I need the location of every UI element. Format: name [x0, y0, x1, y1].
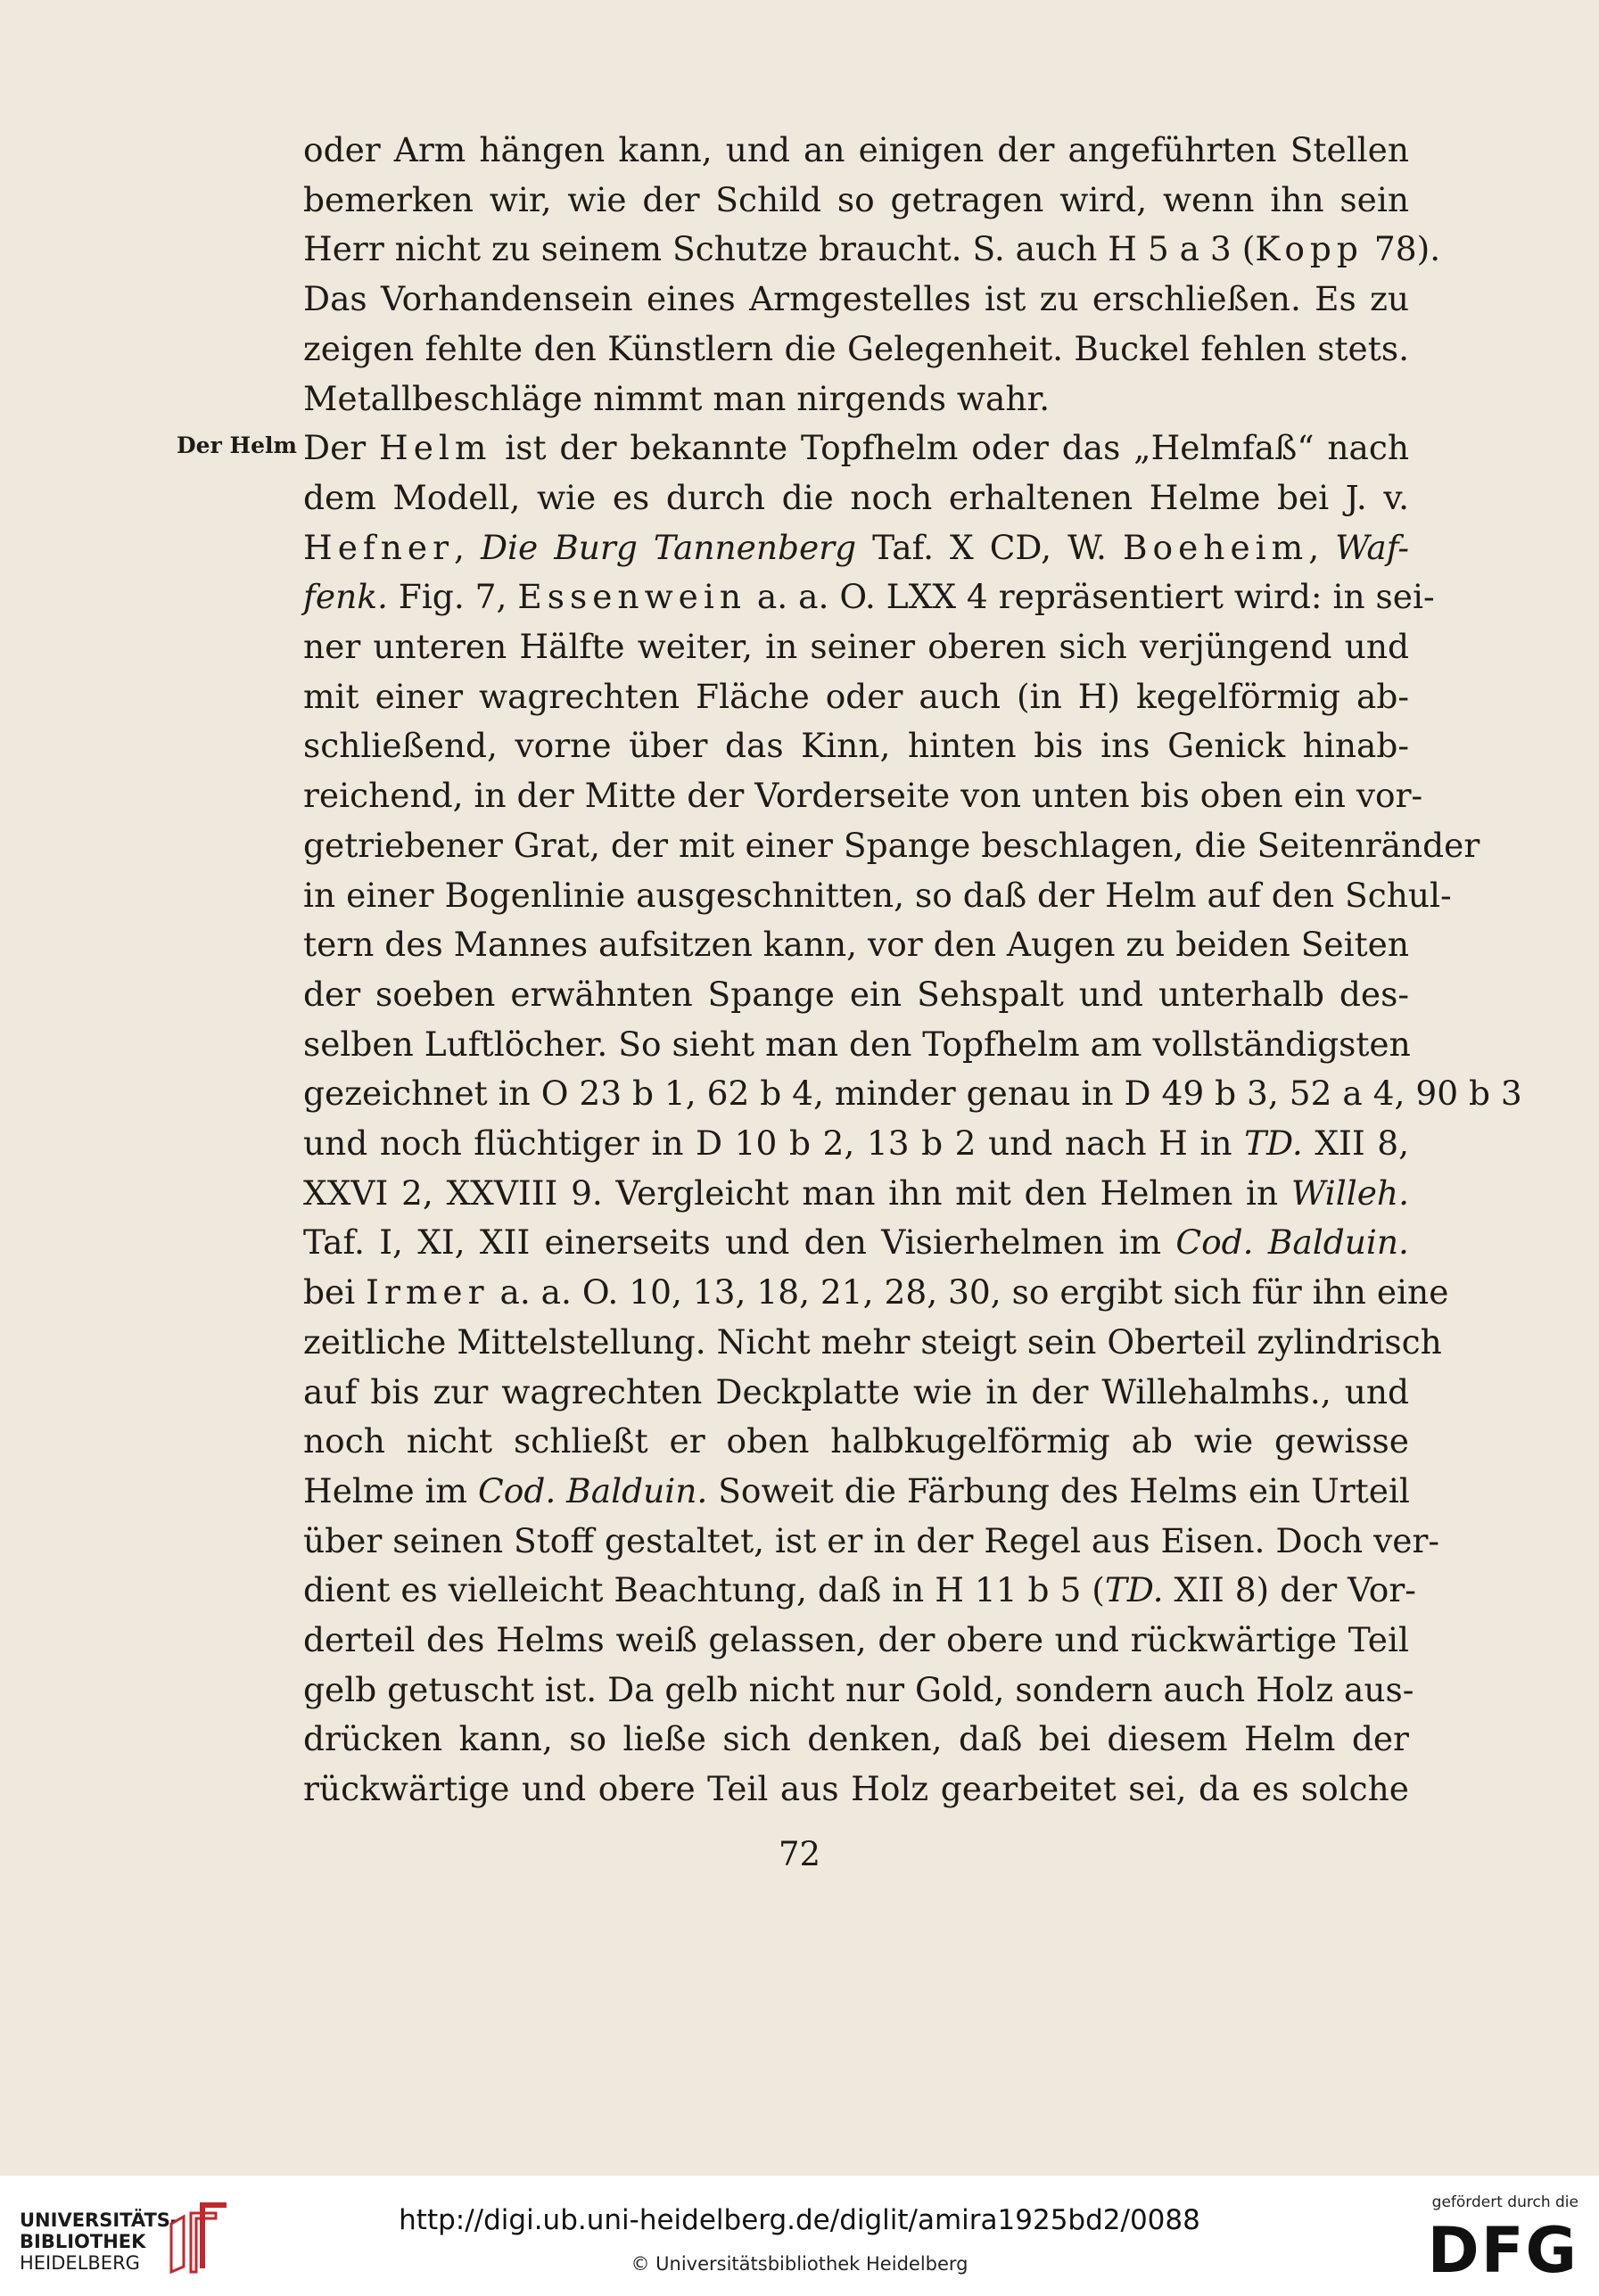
italic-text: Cod. Balduin.: [1175, 1222, 1409, 1263]
text-line: [303, 473, 1409, 523]
text-run: schließend, vorne über das Kinn, hinten bis ins Genick hinab-: [303, 726, 1409, 766]
text-run: mit einer wagrechten Fläche oder auch (in H) kegelförmig ab-: [303, 676, 1409, 716]
text-line: [303, 1565, 1416, 1615]
text-run: selben Luftlöcher. So sieht man den Topfhelm am vollständigsten: [303, 1024, 1411, 1064]
text-line: [303, 770, 1423, 820]
text-line: [303, 621, 1409, 671]
text-line: [303, 224, 1441, 274]
text-run: Metallbeschläge nimmt man nirgends wahr.: [303, 378, 1051, 418]
text-line: [303, 1367, 1409, 1417]
text-line: [303, 720, 1409, 770]
spaced-name: Essenwein: [517, 577, 747, 617]
text-line: [303, 1466, 1409, 1516]
text-line: [303, 1217, 1409, 1267]
permalink-url[interactable]: http://digi.ub.uni-heidelberg.de/diglit/amira1925bd2/0088: [399, 2204, 1200, 2236]
text-run: Fig. 7,: [387, 577, 518, 617]
library-name-line-3: HEIDELBERG: [20, 2252, 140, 2274]
text-line: [303, 870, 1452, 920]
text-run: Der: [303, 428, 379, 468]
text-run: gezeichnet in O 23 b 1, 62 b 4, minder genau in D 49 b 3, 52 a 4, 90 b 3: [303, 1074, 1522, 1114]
text-run: a. a. O. LXX 4 repräsentiert wird: in sei-: [746, 577, 1435, 617]
text-run: Taf. I, XI, XII einerseits und den Visierhelmen im: [303, 1222, 1176, 1263]
page-number: 72: [778, 1835, 821, 1873]
text-run: XII 8,: [1302, 1123, 1409, 1163]
text-line: [303, 820, 1480, 870]
text-line: [303, 969, 1409, 1019]
text-run: drücken kann, so ließe sich denken, daß bei diesem Helm der: [303, 1719, 1409, 1759]
italic-text: Cod. Balduin.: [478, 1470, 708, 1510]
text-run: Soweit die Färbung des Helms ein Urteil: [707, 1470, 1410, 1510]
italic-text: Willeh.: [1290, 1173, 1409, 1213]
text-run: XII 8) der Vor-: [1163, 1570, 1416, 1610]
text-run: reichend, in der Mitte der Vorderseite von unten bis oben ein vor-: [303, 776, 1423, 816]
spaced-name: Kopp: [1255, 229, 1364, 269]
text-line: [303, 1615, 1409, 1665]
text-run: ,: [454, 527, 481, 567]
dfg-funding[interactable]: [1418, 2193, 1578, 2287]
text-line: [303, 1665, 1414, 1715]
spaced-name: Boeheim: [1122, 527, 1309, 567]
text-line: [303, 175, 1409, 225]
spaced-name: Helm: [379, 428, 492, 468]
text-run: derteil des Helms weiß gelassen, der obere und rückwärtige Teil: [303, 1620, 1409, 1659]
text-run: in einer Bogenlinie ausgeschnitten, so daß der Helm auf den Schul-: [303, 875, 1452, 915]
text-line: [303, 1714, 1409, 1764]
text-run: Helme im: [303, 1470, 479, 1510]
text-run: a. a. O. 10, 13, 18, 21, 28, 30, so ergibt sich für ihn eine: [489, 1272, 1449, 1313]
text-line: [303, 1416, 1409, 1466]
text-run: Herr nicht zu seinem Schutze braucht. S. auch H 5 a 3 (: [303, 229, 1256, 269]
spaced-name: Irmer: [366, 1272, 490, 1313]
text-run: ,: [1308, 527, 1336, 567]
dfg-logo: DFG: [1427, 2214, 1578, 2287]
text-run: und noch flüchtiger in D 10 b 2, 13 b 2 und nach H in: [303, 1123, 1245, 1163]
text-run: tern des Mannes aufsitzen kann, vor den Augen zu beiden Seiten: [303, 925, 1409, 965]
text-run: Taf. X CD, W.: [856, 527, 1123, 567]
text-run: rückwärtige und obere Teil aus Holz gearbeitet sei, da es solche: [303, 1769, 1409, 1809]
text-run: der soeben erwähnten Spange ein Sehspalt und unterhalb des-: [303, 974, 1409, 1014]
italic-text: TD.: [1104, 1570, 1164, 1610]
italic-text: Die Burg Tannenberg: [480, 527, 857, 567]
text-line: [303, 374, 1409, 424]
text-run: bemerken wir, wie der Schild so getragen wird, wenn ihn sein: [303, 179, 1409, 219]
text-line: [303, 125, 1409, 175]
text-run: ist der bekannte Topfhelm oder das „Helmfaß“ nach: [491, 428, 1409, 468]
text-run: zeitliche Mittelstellung. Nicht mehr steigt sein Oberteil zylindrisch: [303, 1321, 1442, 1362]
copyright-notice: © Universitätsbibliothek Heidelberg: [631, 2253, 968, 2275]
library-name-line-2: BIBLIOTHEK: [20, 2231, 146, 2252]
text-line: [303, 1019, 1409, 1069]
text-run: zeigen fehlte den Künstlern die Gelegenheit. Buckel fehlen stets.: [303, 328, 1409, 368]
text-line: [303, 1317, 1442, 1367]
text-line: [303, 324, 1409, 374]
text-run: noch nicht schließt er oben halbkugelförmig ab wie gewisse: [303, 1421, 1409, 1461]
text-line: [303, 1516, 1440, 1566]
italic-text: fenk.: [303, 577, 388, 617]
library-name-line-1: UNIVERSITÄTS-: [20, 2210, 178, 2231]
italic-text: Waf-: [1335, 527, 1409, 567]
text-run: oder Arm hängen kann, und an einigen der angeführten Stellen: [303, 130, 1409, 169]
text-run: 78).: [1363, 229, 1441, 269]
text-line: [303, 523, 1409, 572]
text-run: bei: [303, 1272, 367, 1313]
text-line: [303, 1068, 1522, 1118]
margin-note: Der Helm: [177, 432, 297, 458]
text-line: [303, 1118, 1409, 1168]
text-run: gelb getuscht ist. Da gelb nicht nur Gold, sondern auch Holz aus-: [303, 1669, 1414, 1709]
italic-text: TD.: [1244, 1123, 1303, 1163]
spaced-name: Hefner: [303, 527, 455, 567]
text-run: Das Vorhandensein eines Armgestelles ist zu erschließen. Es zu: [303, 279, 1409, 319]
text-line: [303, 671, 1409, 721]
text-line: [303, 274, 1409, 324]
text-line: [303, 423, 1409, 473]
text-line: [303, 919, 1409, 969]
funding-caption: gefördert durch die: [1431, 2193, 1578, 2211]
text-line: [303, 1764, 1409, 1814]
text-line: [303, 1168, 1409, 1218]
text-run: dient es vielleicht Beachtung, daß in H 11 b 5 (: [303, 1570, 1105, 1610]
text-run: über seinen Stoff gestaltet, ist er in der Regel aus Eisen. Doch ver-: [303, 1520, 1440, 1560]
text-line: [303, 1267, 1449, 1317]
text-run: XXVI 2, XXVIII 9. Vergleicht man ihn mit den Helmen in: [303, 1173, 1291, 1213]
text-run: dem Modell, wie es durch die noch erhaltenen Helme bei J. v.: [303, 477, 1409, 517]
text-line: [303, 572, 1435, 621]
text-run: getriebener Grat, der mit einer Spange beschlagen, die Seitenränder: [303, 825, 1480, 865]
text-run: auf bis zur wagrechten Deckplatte wie in der Willehalmhs., und: [303, 1371, 1409, 1411]
text-run: ner unteren Hälfte weiter, in seiner oberen sich verjüngend und: [303, 627, 1409, 666]
